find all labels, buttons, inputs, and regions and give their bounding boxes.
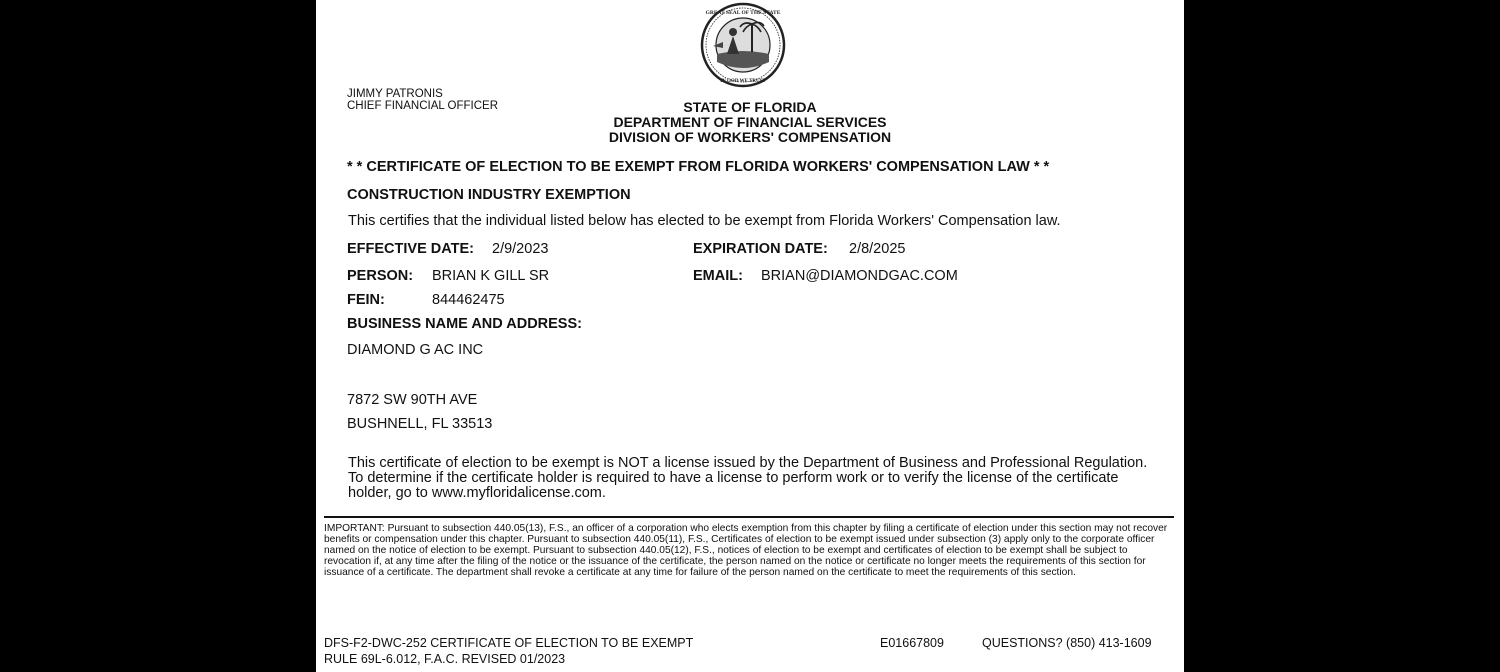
questions-phone: QUESTIONS? (850) 413-1609 [982, 636, 1152, 650]
expiration-date-value: 2/8/2025 [849, 241, 906, 257]
effective-date-value: 2/9/2023 [492, 241, 549, 257]
certificate-page [316, 0, 1184, 672]
effective-date-label: EFFECTIVE DATE: [347, 241, 475, 257]
agency-state: STATE OF FLORIDA [683, 99, 817, 115]
florida-state-seal-icon [689, 2, 797, 88]
certificate-title: * * CERTIFICATE OF ELECTION TO BE EXEMPT FROM FLORIDA WORKERS' COMPENSATION LAW * * [347, 159, 1050, 175]
agency-department: DEPARTMENT OF FINANCIAL SERVICES [613, 114, 887, 130]
svg-text:IN GOD WE TRUST: IN GOD WE TRUST [720, 79, 766, 84]
person-value: BRIAN K GILL SR [432, 268, 550, 284]
person-label: PERSON: [347, 268, 414, 284]
fein-value: 844462475 [432, 292, 505, 308]
important-notice: IMPORTANT: Pursuant to subsection 440.05(13), F.S., an officer of a corporation who elects exemption from this chapter by filing a certificate of election under this section may not recover benefits or compensation under this chapter. Pursuant to subsection 440.05(11), F.S., Certificates of election to be exempt issued under subsection (3) apply only to the corporate officer named on the notice of election to be exempt. Pursuant to subsection 440.05(12), F.S., notices of election to be exempt and certificates of election to be exempt shall be subject to revocation if, at any time after the filing of the notice or the issuance of the certificate, the person named on the notice or certificate no longer meets the requirements of this section for issuance of a certificate. The department shall revoke a certificate at any time for failure of the person named on the certificate to meet the requirements of this section. [324, 523, 1168, 578]
certificate-number: E01667809 [880, 636, 944, 650]
rule-revision: RULE 69L-6.012, F.A.C. REVISED 01/2023 [324, 652, 566, 666]
license-notice: This certificate of election to be exempt is NOT a license issued by the Department of Business and Professional Regulation. To determine if the certificate holder is required to have a license to perform work or to verify the license of the certificate holder, go to www.myfloridalicense.com. [348, 455, 1148, 501]
email-value: BRIAN@DIAMONDGAC.COM [761, 268, 958, 284]
form-id: DFS-F2-DWC-252 CERTIFICATE OF ELECTION TO BE EXEMPT [324, 636, 694, 650]
officer-title: CHIEF FINANCIAL OFFICER [347, 100, 498, 112]
officer-name: JIMMY PATRONIS [347, 88, 443, 100]
divider [324, 516, 1174, 518]
svg-text:GREAT SEAL OF THE STATE: GREAT SEAL OF THE STATE [705, 10, 781, 16]
exemption-type: CONSTRUCTION INDUSTRY EXEMPTION [347, 187, 631, 203]
business-name: DIAMOND G AC INC [347, 342, 484, 358]
fein-label: FEIN: [347, 292, 385, 308]
email-label: EMAIL: [693, 268, 743, 284]
agency-division: DIVISION OF WORKERS' COMPENSATION [608, 129, 892, 145]
business-label: BUSINESS NAME AND ADDRESS: [347, 316, 582, 332]
address-line-1: 7872 SW 90TH AVE [347, 392, 478, 408]
address-line-2: BUSHNELL, FL 33513 [347, 416, 493, 432]
certifies-statement: This certifies that the individual listed below has elected to be exempt from Florida Workers' Compensation law. [348, 213, 1061, 229]
expiration-date-label: EXPIRATION DATE: [693, 241, 828, 257]
